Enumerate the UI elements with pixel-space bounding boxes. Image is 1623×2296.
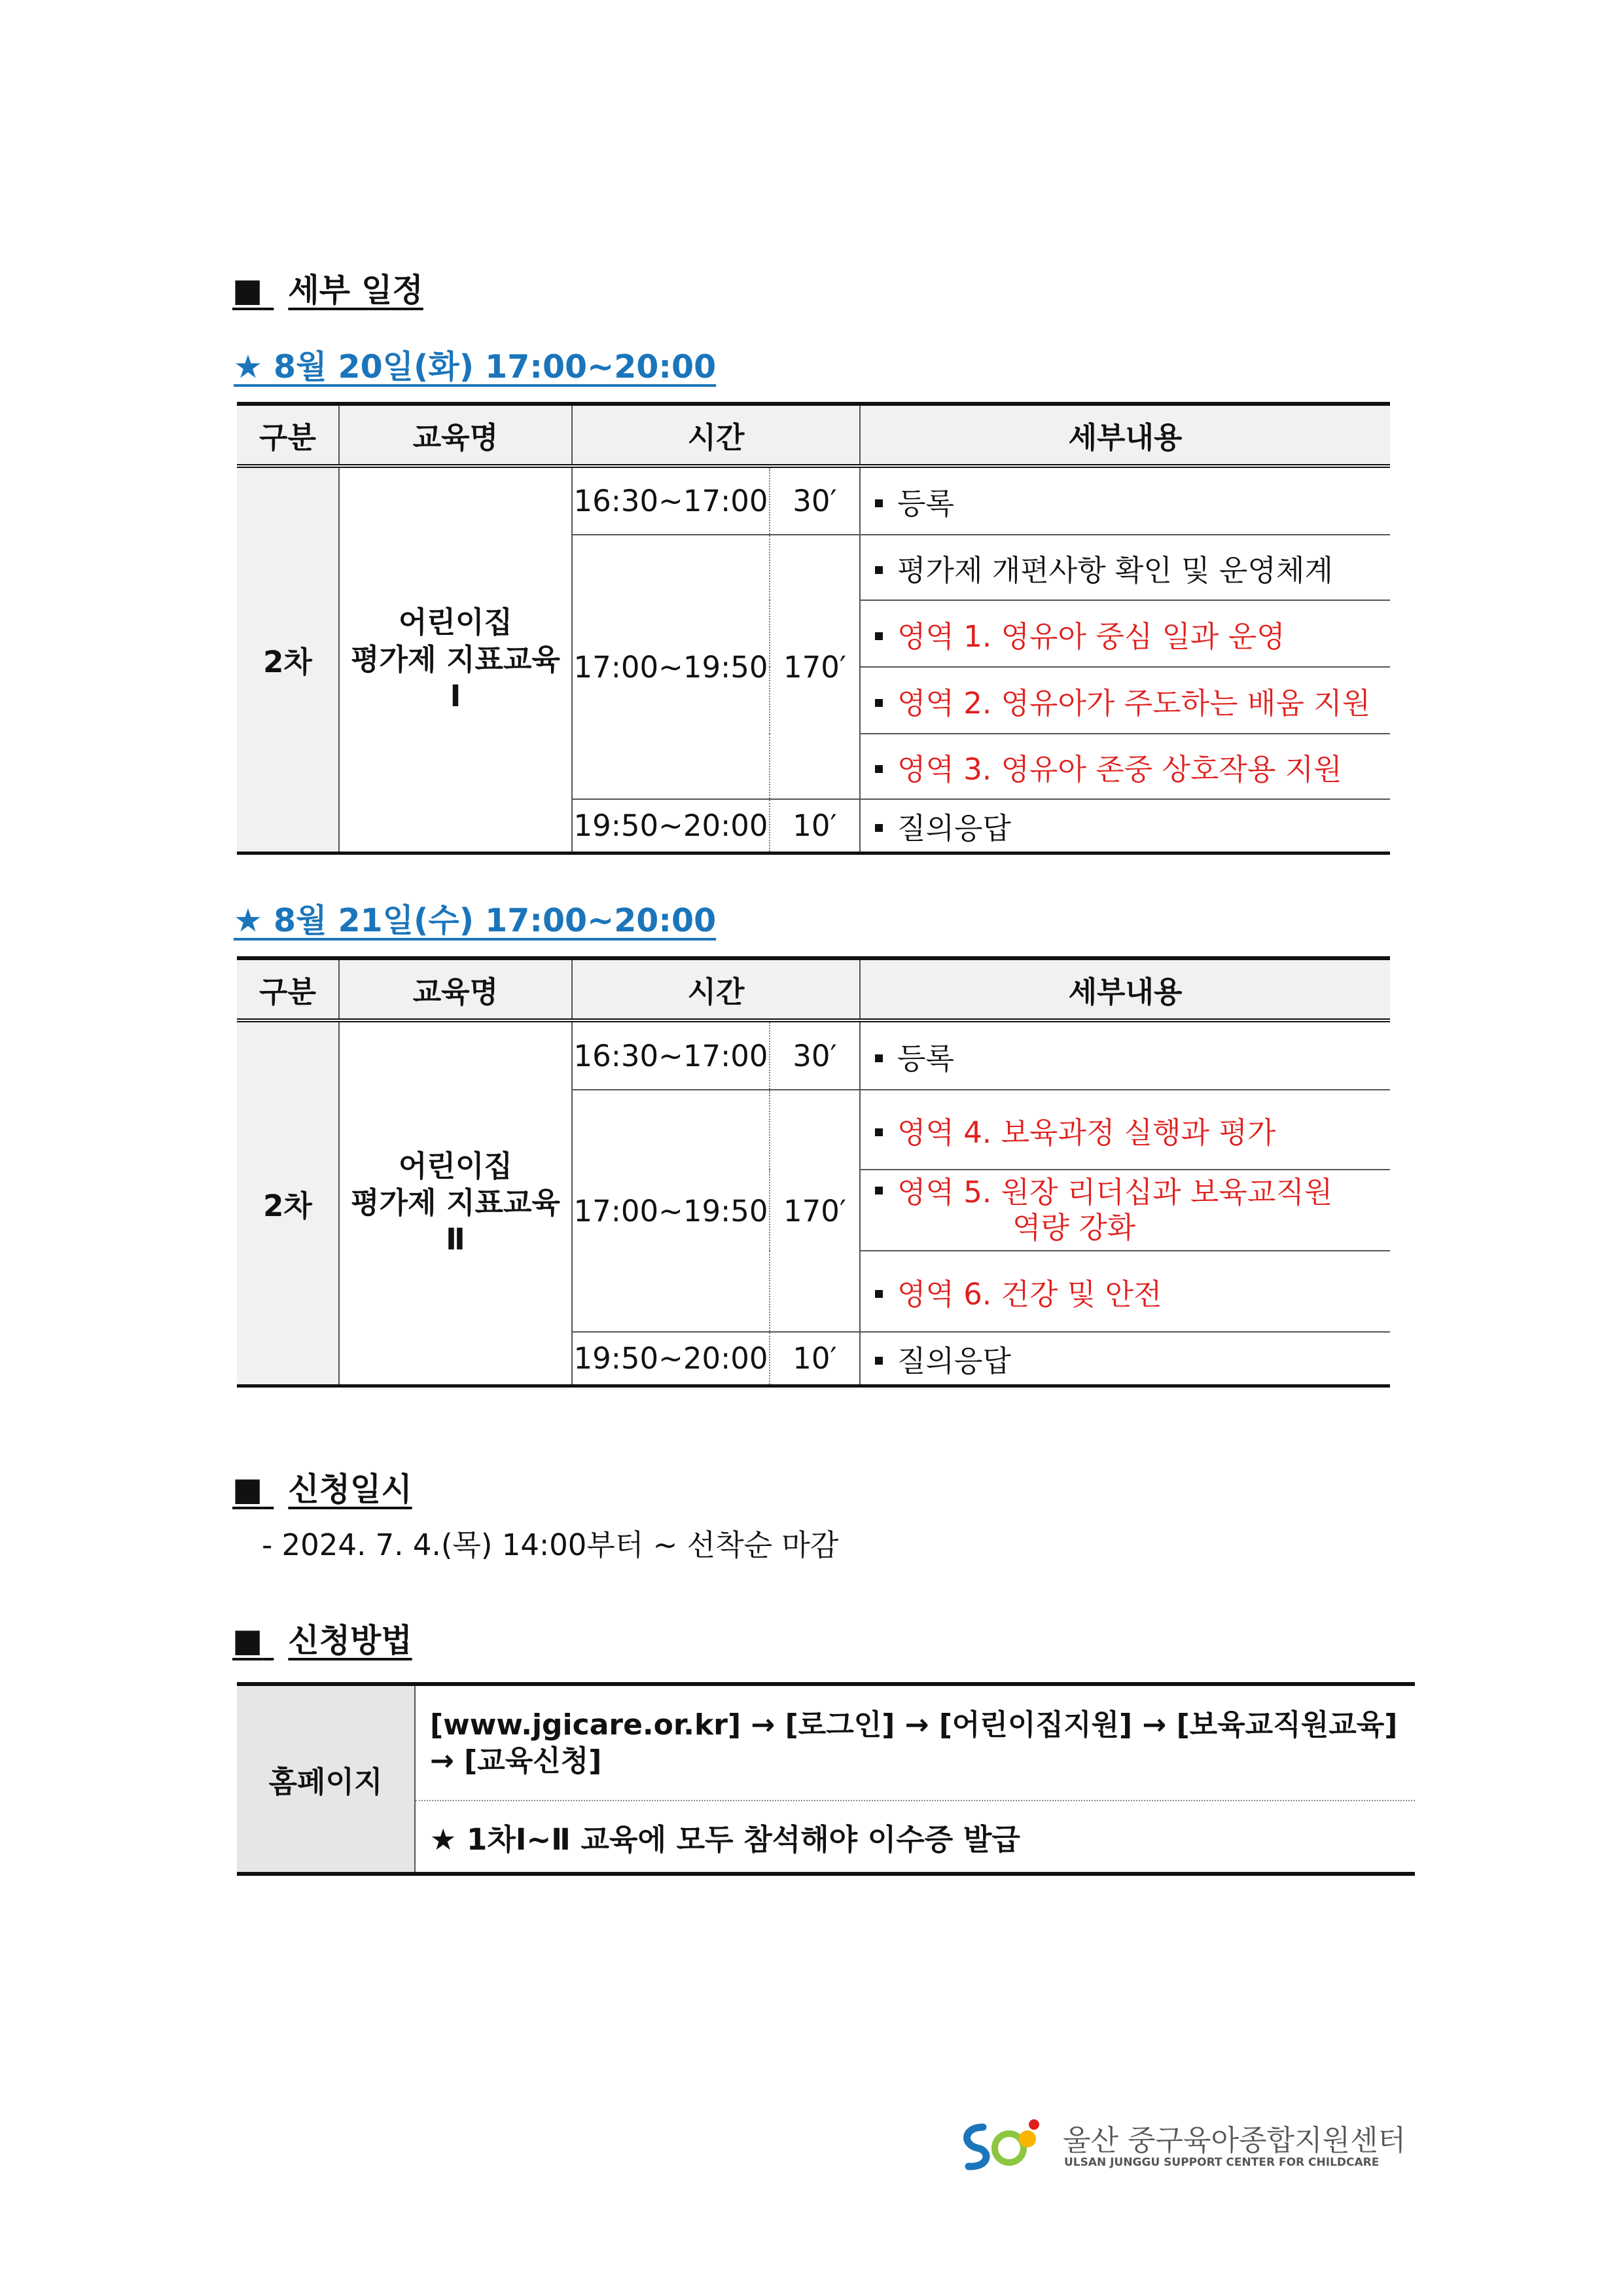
time-cell: 17:00~19:50 — [572, 1090, 770, 1332]
bullet-icon — [875, 566, 883, 574]
group-cell: 2차 — [237, 1020, 339, 1386]
apply-date-section-title — [232, 1464, 412, 1510]
duration-cell: 170′ — [770, 1090, 860, 1332]
course-name-cell — [339, 1020, 572, 1386]
detail-text: 영역 5. 원장 리더십과 보육교직원 — [897, 1175, 1333, 1210]
session-2-date: ★ 8월 21일(수) 17:00~20:00 — [234, 902, 717, 939]
session-2-table — [237, 956, 1390, 1388]
apply-date-title-text: 신청일시 — [288, 1471, 412, 1508]
detail-text: 질의응답 — [897, 1343, 1011, 1378]
header-time: 시간 — [572, 404, 860, 466]
time-cell: 19:50~20:00 — [572, 799, 770, 853]
detail-item — [860, 1170, 1390, 1251]
detail-item — [860, 466, 1390, 535]
org-logo-mark-icon — [957, 2115, 1048, 2174]
course-name-line1: 어린이집 — [399, 605, 512, 640]
detail-item — [860, 1090, 1390, 1170]
org-name: 울산 중구육아종합지원센터 — [1063, 2124, 1406, 2157]
detail-item — [860, 600, 1390, 667]
bullet-icon — [875, 1054, 883, 1062]
course-name-line2: 평가제 지표교육 — [351, 1185, 560, 1221]
apply-method-title-text: 신청방법 — [288, 1622, 412, 1659]
schedule-section-title — [232, 265, 423, 311]
bullet-icon — [875, 1290, 883, 1298]
bullet-icon — [875, 765, 883, 773]
header-details: 세부내용 — [860, 958, 1390, 1020]
apply-note: ★ 1차Ⅰ~Ⅱ 교육에 모두 참석해야 이수증 발급 — [430, 1821, 1020, 1857]
detail-text: 영역 1. 영유아 중심 일과 운영 — [897, 619, 1285, 654]
bullet-icon — [875, 632, 883, 640]
session-1-date: ★ 8월 20일(화) 17:00~20:00 — [234, 348, 717, 386]
duration-cell: 10′ — [770, 1332, 860, 1386]
duration-cell: 10′ — [770, 799, 860, 853]
apply-method-label: 홈페이지 — [237, 1684, 415, 1874]
detail-text: 영역 4. 보육과정 실행과 평가 — [897, 1115, 1276, 1150]
detail-text: 등록 — [897, 1041, 954, 1076]
detail-text: 영역 6. 건강 및 안전 — [897, 1276, 1162, 1312]
apply-path-line2: → [교육신청] — [430, 1744, 602, 1778]
detail-item — [860, 734, 1390, 799]
duration-cell: 170′ — [770, 535, 860, 799]
bullet-icon — [875, 499, 883, 507]
header-group: 구분 — [237, 404, 339, 466]
bullet-icon — [875, 1187, 883, 1194]
detail-item — [860, 1251, 1390, 1332]
detail-item — [860, 799, 1390, 853]
time-cell: 17:00~19:50 — [572, 535, 770, 799]
detail-text-continued: 역량 강화 — [1012, 1210, 1136, 1245]
bullet-icon — [875, 1128, 883, 1136]
bullet-icon — [875, 1357, 883, 1365]
time-cell: 16:30~17:00 — [572, 466, 770, 535]
detail-text: 영역 3. 영유아 존중 상호작용 지원 — [897, 751, 1342, 787]
square-bullet-icon: ■ — [232, 1471, 263, 1508]
apply-path-cell — [415, 1684, 1415, 1801]
org-logo — [957, 2115, 1406, 2174]
time-cell: 19:50~20:00 — [572, 1332, 770, 1386]
header-group: 구분 — [237, 958, 339, 1020]
duration-cell: 30′ — [770, 466, 860, 535]
org-name-en: ULSAN JUNGGU SUPPORT CENTER FOR CHILDCARE — [1064, 2156, 1380, 2169]
square-bullet-icon: ■ — [232, 1622, 263, 1659]
course-name-line1: 어린이집 — [399, 1148, 512, 1183]
course-name-line3: Ⅰ — [450, 678, 461, 713]
apply-method-section-title — [232, 1615, 412, 1661]
group-cell: 2차 — [237, 466, 339, 853]
time-cell: 16:30~17:00 — [572, 1020, 770, 1090]
apply-path-line1: [www.jgicare.or.kr] → [로그인] → [어린이집지원] → [보육교직원교육] — [430, 1708, 1398, 1742]
detail-text: 평가제 개편사항 확인 및 운영체계 — [897, 552, 1333, 588]
bullet-icon — [875, 824, 883, 832]
course-name-line3: Ⅱ — [446, 1222, 465, 1257]
header-name: 교육명 — [339, 404, 572, 466]
course-name-line2: 평가제 지표교육 — [351, 641, 560, 677]
course-name-cell — [339, 466, 572, 853]
square-bullet-icon: ■ — [232, 272, 263, 309]
schedule-title-text: 세부 일정 — [288, 272, 423, 309]
detail-text: 질의응답 — [897, 810, 1011, 846]
detail-item — [860, 1020, 1390, 1090]
apply-date-text: - 2024. 7. 4.(목) 14:00부터 ~ 선착순 마감 — [262, 1528, 839, 1562]
header-name: 교육명 — [339, 958, 572, 1020]
detail-text: 등록 — [897, 486, 954, 521]
detail-item — [860, 535, 1390, 600]
duration-cell: 30′ — [770, 1020, 860, 1090]
session-1-table — [237, 402, 1390, 855]
header-time: 시간 — [572, 958, 860, 1020]
bullet-icon — [875, 699, 883, 707]
detail-text: 영역 2. 영유아가 주도하는 배움 지원 — [897, 685, 1371, 721]
detail-item — [860, 667, 1390, 734]
apply-method-table — [237, 1682, 1415, 1876]
detail-item — [860, 1332, 1390, 1386]
header-details: 세부내용 — [860, 404, 1390, 466]
